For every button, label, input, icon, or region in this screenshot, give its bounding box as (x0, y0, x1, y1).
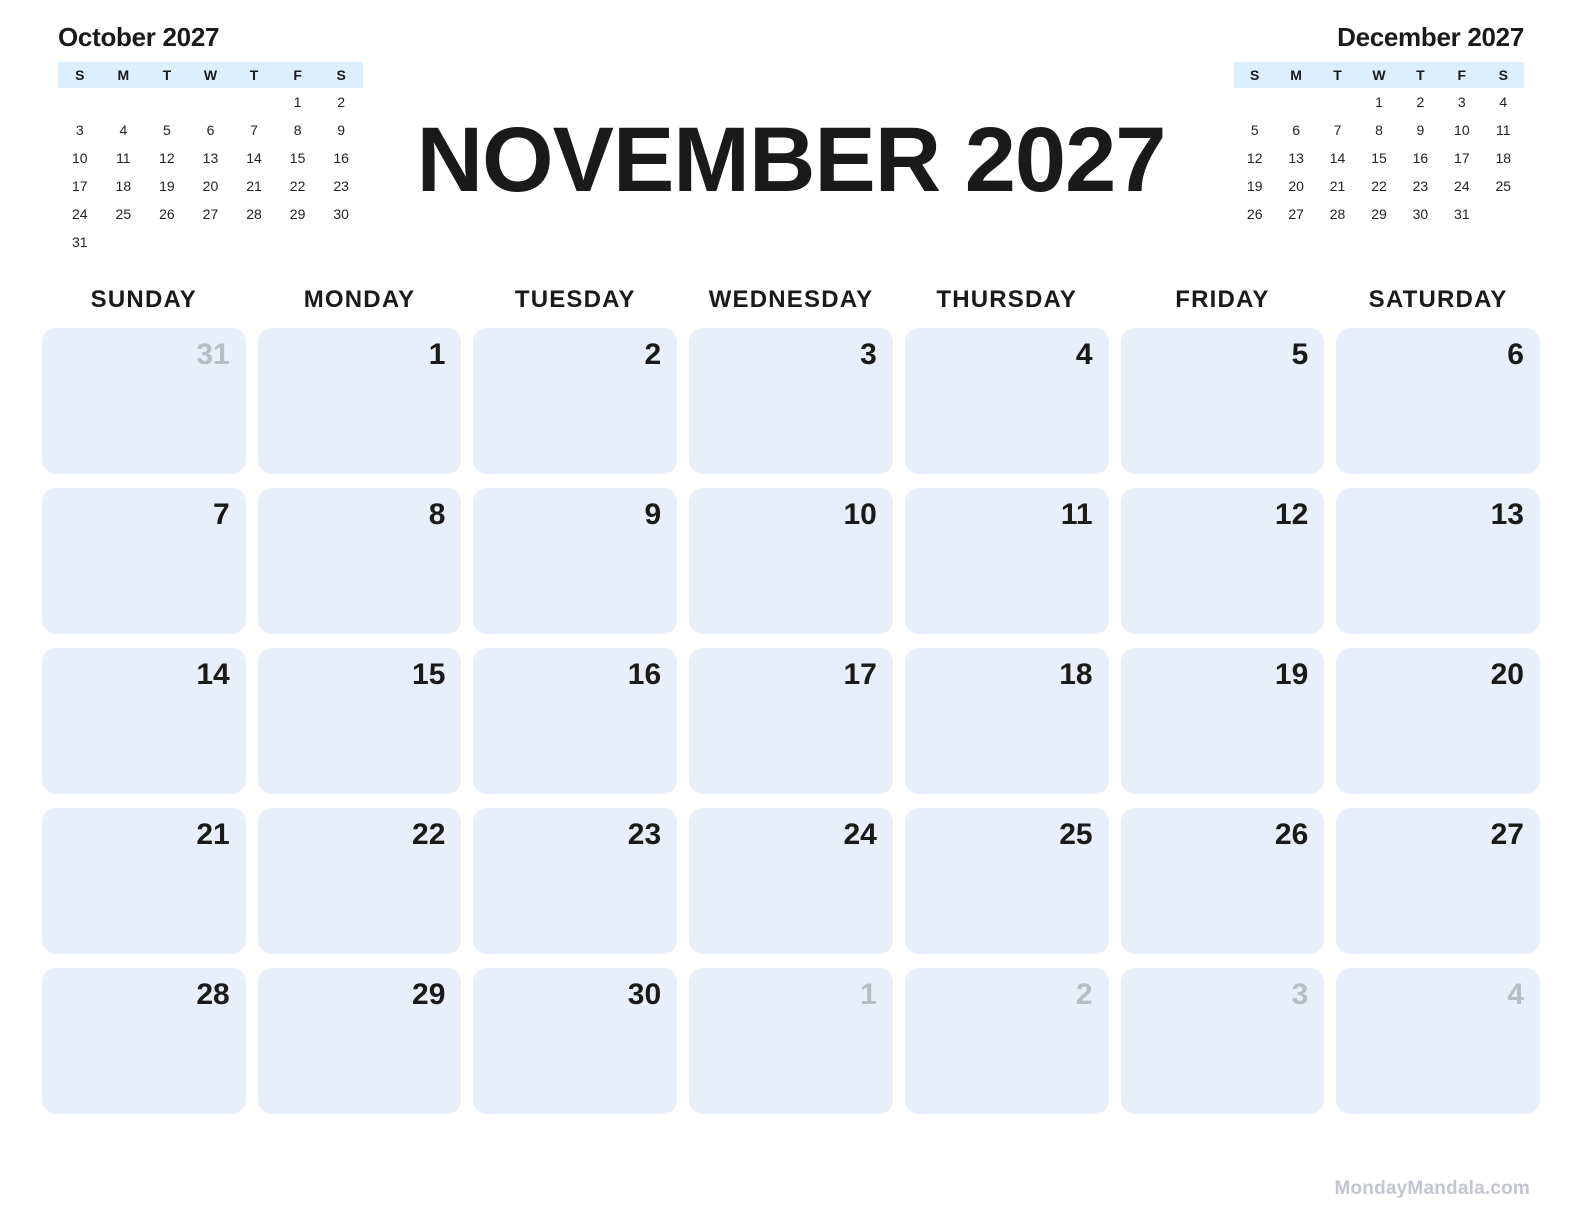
mini-weekday-thu: T (1400, 62, 1441, 88)
calendar-day-cell[interactable] (42, 808, 246, 954)
mini-day: 13 (1288, 150, 1304, 166)
mini-day: 25 (1495, 178, 1512, 194)
mini-week-row (58, 116, 363, 144)
weekday-label-tuesday: TUESDAY (514, 286, 636, 313)
calendar-day-number: 31 (196, 338, 230, 371)
mini-day: 3 (75, 122, 84, 138)
mini-day: 18 (115, 178, 132, 194)
mini-weekday-sun: S (1234, 62, 1275, 88)
mini-day: 3 (1457, 94, 1466, 110)
mini-weekday-mon: M (1275, 62, 1316, 88)
mini-day: 17 (71, 178, 88, 194)
mini-calendar-next-month (1234, 22, 1524, 228)
calendar-day-cell[interactable] (42, 968, 246, 1114)
calendar-day-cell[interactable] (1336, 968, 1540, 1114)
mini-calendar-next-table (1234, 62, 1524, 228)
mini-weekday-row (58, 62, 363, 88)
mini-day: 24 (1454, 178, 1470, 194)
calendar-day-cell[interactable] (689, 808, 893, 954)
calendar-day-number: 21 (196, 818, 230, 851)
mini-day: 20 (1288, 178, 1304, 194)
calendar-day-number: 12 (1274, 498, 1309, 531)
mini-day (1234, 88, 1275, 116)
calendar-day-number: 17 (843, 658, 877, 691)
mini-day: 14 (246, 150, 262, 166)
mini-day (319, 228, 363, 256)
mini-day: 30 (1412, 206, 1429, 222)
calendar-day-cell[interactable] (473, 488, 677, 634)
mini-weekday-wed: W (189, 62, 233, 88)
mini-weekday-thu: T (232, 62, 276, 88)
mini-day (276, 228, 320, 256)
mini-day: 21 (246, 178, 262, 194)
mini-week-row (1234, 116, 1524, 144)
mini-day (189, 228, 233, 256)
mini-day: 9 (1416, 122, 1425, 138)
mini-day: 26 (159, 206, 175, 222)
calendar-day-number: 7 (213, 498, 230, 531)
calendar-day-cell[interactable] (473, 648, 677, 794)
mini-day (102, 88, 146, 116)
mini-weekday-sat: S (319, 62, 363, 88)
mini-day (58, 88, 102, 116)
calendar-day-number: 1 (428, 338, 446, 371)
mini-day: 23 (333, 178, 349, 194)
calendar-grid (0, 328, 1582, 1114)
mini-day (145, 228, 189, 256)
calendar-day-cell[interactable] (473, 808, 677, 954)
page-title: NOVEMBER 2027 (416, 109, 1166, 211)
mini-week-row (1234, 144, 1524, 172)
mini-day: 11 (116, 150, 131, 166)
mini-day: 5 (163, 122, 171, 138)
mini-week-row (1234, 88, 1524, 116)
mini-weekday-wed: W (1358, 62, 1399, 88)
calendar-day-cell[interactable] (1336, 808, 1540, 954)
mini-day: 19 (1246, 178, 1263, 194)
mini-day: 28 (246, 206, 262, 222)
calendar-day-cell[interactable] (1121, 488, 1325, 634)
calendar-day-cell[interactable] (905, 328, 1109, 474)
mini-day: 2 (337, 94, 346, 110)
mini-weekday-mon: M (102, 62, 146, 88)
mini-day: 5 (1250, 122, 1259, 138)
mini-day: 24 (71, 206, 88, 222)
weekday-label-sunday: SUNDAY (90, 286, 198, 313)
mini-day: 8 (1375, 122, 1383, 138)
mini-day: 12 (1246, 150, 1263, 166)
calendar-day-number: 27 (1490, 818, 1524, 851)
calendar-day-cell[interactable] (1121, 808, 1325, 954)
mini-weekday-fri: F (1441, 62, 1482, 88)
mini-calendar-previous-month (58, 22, 363, 256)
mini-day: 18 (1495, 150, 1512, 166)
weekday-label-wednesday: WEDNESDAY (708, 286, 874, 313)
mini-calendar-previous-table (58, 62, 363, 256)
mini-day: 31 (71, 234, 88, 250)
calendar-day-number: 20 (1490, 658, 1524, 691)
calendar-day-number: 29 (412, 978, 446, 1011)
mini-weekday-sun: S (58, 62, 102, 88)
mini-day: 11 (1495, 122, 1511, 138)
calendar-day-number: 22 (412, 818, 446, 851)
weekday-header-row (0, 286, 1582, 328)
calendar-day-cell[interactable] (905, 968, 1109, 1114)
calendar-day-number: 24 (843, 818, 877, 851)
weekday-label-saturday: SATURDAY (1368, 286, 1508, 313)
mini-day: 7 (250, 122, 258, 138)
calendar-day-number: 19 (1274, 658, 1309, 691)
mini-day: 16 (1412, 150, 1429, 166)
mini-day: 30 (333, 206, 349, 222)
mini-day: 25 (115, 206, 132, 222)
mini-week-row (58, 200, 363, 228)
mini-calendar-previous-title: October 2027 (58, 22, 220, 52)
calendar-day-cell[interactable] (689, 968, 893, 1114)
calendar-day-cell[interactable] (258, 488, 462, 634)
mini-weekday-sat: S (1483, 62, 1524, 88)
mini-day: 14 (1329, 150, 1346, 166)
calendar-day-cell[interactable] (258, 648, 462, 794)
weekday-label-thursday: THURSDAY (936, 286, 1078, 313)
mini-day: 19 (159, 178, 175, 194)
calendar-day-cell[interactable] (1121, 648, 1325, 794)
site-credit: MondayMandala.com (1334, 1178, 1530, 1199)
mini-weekday-tue: T (145, 62, 189, 88)
mini-day: 31 (1454, 206, 1470, 222)
mini-day: 1 (1375, 94, 1383, 110)
calendar-day-number: 10 (843, 498, 877, 531)
mini-day (232, 228, 276, 256)
calendar-day-number: 15 (412, 658, 446, 691)
calendar-day-cell[interactable] (258, 328, 462, 474)
mini-day: 10 (71, 150, 88, 166)
calendar-day-cell[interactable] (1121, 968, 1325, 1114)
calendar-day-cell[interactable] (258, 808, 462, 954)
mini-day: 28 (1329, 206, 1346, 222)
mini-week-row (58, 172, 363, 200)
calendar-day-cell[interactable] (689, 328, 893, 474)
calendar-day-number: 30 (627, 978, 662, 1011)
mini-day (189, 88, 233, 116)
mini-day (1275, 88, 1316, 116)
mini-day: 6 (1292, 122, 1301, 138)
mini-calendar-next-title: December 2027 (1337, 22, 1524, 52)
mini-day: 22 (289, 178, 306, 194)
mini-day: 8 (293, 122, 302, 138)
mini-day: 29 (1371, 206, 1387, 222)
mini-day: 6 (206, 122, 215, 138)
calendar-day-number: 5 (1291, 338, 1309, 371)
mini-day: 16 (333, 150, 349, 166)
calendar-day-cell[interactable] (689, 648, 893, 794)
calendar-day-cell[interactable] (905, 808, 1109, 954)
mini-day: 15 (1371, 150, 1387, 166)
calendar-day-number: 9 (644, 498, 662, 531)
mini-week-row (58, 88, 363, 116)
mini-day: 10 (1454, 122, 1470, 138)
calendar-day-cell[interactable] (905, 648, 1109, 794)
mini-day: 21 (1329, 178, 1346, 194)
mini-day: 20 (202, 178, 219, 194)
calendar-day-number: 16 (627, 658, 662, 691)
calendar-day-cell[interactable] (905, 488, 1109, 634)
calendar-day-cell[interactable] (42, 328, 246, 474)
mini-day (1317, 88, 1358, 116)
calendar-day-number: 25 (1059, 818, 1093, 851)
mini-day: 9 (337, 122, 346, 138)
mini-week-row (58, 144, 363, 172)
mini-day (232, 88, 276, 116)
mini-weekday-fri: F (276, 62, 320, 88)
calendar-day-number: 1 (860, 978, 877, 1011)
mini-day: 15 (289, 150, 306, 166)
calendar-day-number: 4 (1075, 338, 1093, 371)
calendar-day-cell[interactable] (1336, 328, 1540, 474)
calendar-day-number: 2 (644, 338, 662, 371)
mini-day (145, 88, 189, 116)
mini-day: 4 (119, 122, 128, 138)
calendar-day-cell[interactable] (473, 968, 677, 1114)
weekday-label-monday: MONDAY (303, 286, 416, 313)
mini-weekday-tue: T (1317, 62, 1358, 88)
calendar-day-cell[interactable] (42, 488, 246, 634)
calendar-day-number: 2 (1075, 978, 1093, 1011)
calendar-day-number: 11 (1060, 498, 1093, 531)
calendar-day-number: 6 (1507, 338, 1524, 371)
calendar-day-cell[interactable] (473, 328, 677, 474)
calendar-day-number: 14 (196, 658, 230, 691)
mini-day: 13 (202, 150, 219, 166)
mini-day: 29 (289, 206, 306, 222)
mini-day: 27 (1288, 206, 1304, 222)
mini-day: 23 (1412, 178, 1429, 194)
mini-week-row (58, 228, 363, 256)
calendar-day-cell[interactable] (689, 488, 893, 634)
calendar-day-number: 4 (1507, 978, 1524, 1011)
calendar-day-cell[interactable] (1336, 488, 1540, 634)
weekday-label-friday: FRIDAY (1175, 286, 1270, 313)
mini-day: 2 (1416, 94, 1425, 110)
calendar-day-cell[interactable] (1336, 648, 1540, 794)
mini-week-row (1234, 200, 1524, 228)
calendar-day-number: 8 (428, 498, 446, 531)
calendar-day-number: 3 (1291, 978, 1309, 1011)
mini-day: 26 (1246, 206, 1263, 222)
mini-week-row (1234, 172, 1524, 200)
calendar-day-number: 23 (627, 818, 662, 851)
calendar-day-number: 28 (196, 978, 230, 1011)
mini-weekday-row (1234, 62, 1524, 88)
mini-day: 4 (1499, 94, 1508, 110)
calendar-day-number: 13 (1490, 498, 1524, 531)
mini-day (1483, 200, 1524, 228)
calendar-day-number: 18 (1059, 658, 1093, 691)
mini-day: 27 (202, 206, 219, 222)
mini-day: 22 (1371, 178, 1387, 194)
calendar-day-number: 3 (860, 338, 877, 371)
mini-day: 12 (159, 150, 175, 166)
calendar-header (0, 0, 1582, 282)
mini-day (102, 228, 146, 256)
calendar-day-cell[interactable] (1121, 328, 1325, 474)
mini-day: 1 (293, 94, 302, 110)
mini-day: 17 (1454, 150, 1470, 166)
calendar-day-number: 26 (1274, 818, 1309, 851)
calendar-day-cell[interactable] (42, 648, 246, 794)
mini-day: 7 (1333, 122, 1342, 138)
calendar-day-cell[interactable] (258, 968, 462, 1114)
